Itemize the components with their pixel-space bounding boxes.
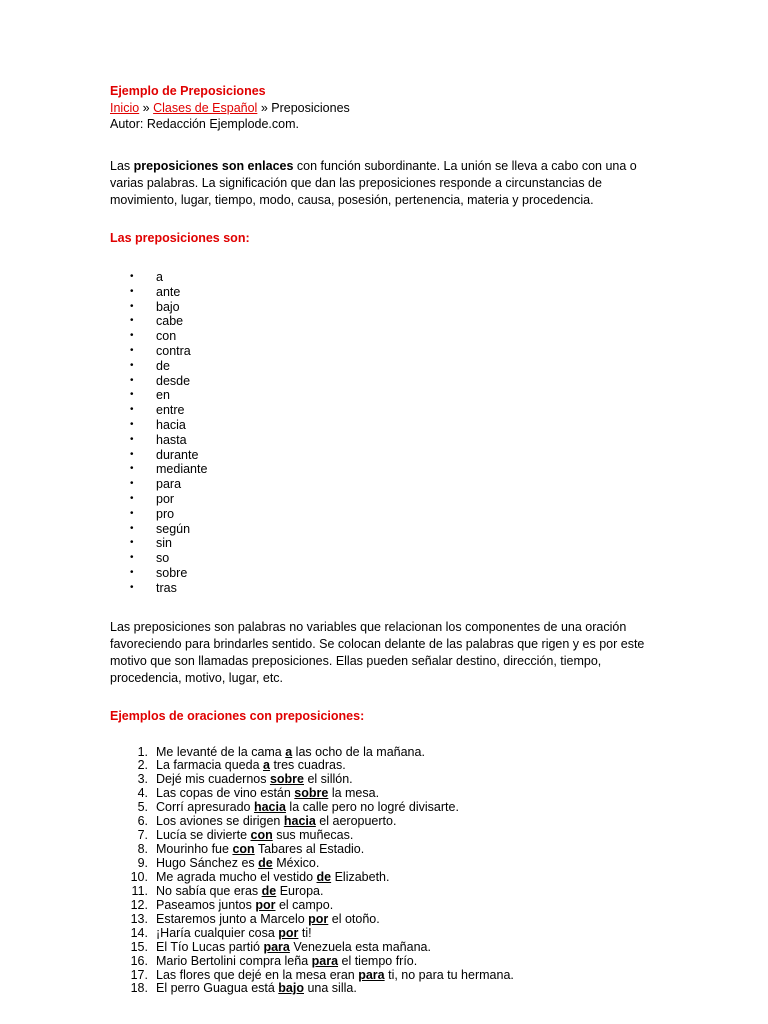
example-item: [110, 829, 670, 843]
example-number: 8.: [137, 842, 148, 857]
list-item: [110, 536, 670, 551]
example-item: [110, 899, 670, 913]
list-item: [110, 314, 670, 329]
example-text-before: Estaremos junto a Marcelo: [156, 911, 309, 926]
bullet-icon: •: [130, 463, 134, 475]
example-text-after: las ocho de la mañana.: [292, 744, 425, 759]
list-item: [110, 551, 670, 566]
example-text-before: Los aviones se dirigen: [156, 814, 284, 829]
example-item: [110, 969, 670, 983]
example-text-before: ¡Haría cualquier cosa: [156, 925, 279, 940]
example-preposition: con: [232, 842, 255, 857]
preposition-text: a: [156, 270, 163, 284]
example-number: 18.: [130, 981, 148, 996]
example-text-before: Dejé mis cuadernos: [156, 772, 270, 787]
list-item: [110, 448, 670, 463]
preposition-text: durante: [156, 447, 199, 462]
breadcrumb-section-link[interactable]: Clases de Español: [153, 101, 258, 115]
example-preposition: por: [255, 897, 276, 912]
preposition-text: de: [156, 358, 170, 373]
list-item: [110, 344, 670, 359]
bullet-icon: •: [130, 522, 134, 534]
example-item: [110, 941, 670, 955]
example-text-before: Corrí apresurado: [156, 800, 254, 815]
list-item: [110, 477, 670, 492]
list-item: [110, 566, 670, 581]
bullet-icon: •: [130, 552, 134, 564]
example-preposition: de: [258, 856, 273, 871]
example-text-after: el otoño.: [328, 911, 380, 926]
preposition-text: bajo: [156, 299, 180, 314]
example-text-before: Lucía se divierte: [156, 828, 251, 843]
example-text-after: ti!: [298, 925, 312, 940]
example-item: [110, 843, 670, 857]
example-text-after: la mesa.: [328, 786, 380, 801]
intro-paragraph: [110, 158, 670, 209]
example-text-after: Elizabeth.: [331, 869, 390, 884]
bullet-icon: •: [130, 404, 134, 416]
preposition-text: por: [156, 491, 175, 506]
bullet-icon: •: [130, 507, 134, 519]
example-text-before: La farmacia queda: [156, 758, 264, 773]
preposition-text: para: [156, 477, 182, 492]
example-text-after: el aeropuerto.: [315, 814, 397, 829]
example-number: 1.: [137, 744, 148, 759]
description-paragraph: Las preposiciones son palabras no variables que relacionan los componentes de una oración favoreciendo para brindarles sentido. Se colocan delante de las palabras que rigen y es por este motivo que son llamadas preposiciones. Ellas pueden señalar destino, dirección, tiempo, procedencia, motivo, lugar, etc.: [110, 619, 645, 685]
breadcrumb-current: Preposiciones: [271, 101, 350, 115]
document-page: [110, 83, 670, 996]
example-text-before: El perro Guagua está: [156, 981, 279, 996]
bullet-icon: •: [130, 330, 134, 342]
preposition-text: desde: [156, 373, 191, 388]
page-title: Ejemplo de Preposiciones: [110, 84, 266, 98]
example-text-before: Mourinho fue: [156, 842, 233, 857]
list-item: [110, 403, 670, 418]
example-preposition: a: [285, 744, 293, 759]
example-text-before: El Tío Lucas partió: [156, 939, 264, 954]
intro-lead: Las: [110, 159, 134, 173]
example-text-before: Paseamos juntos: [156, 897, 256, 912]
preposition-text: entre: [156, 403, 185, 418]
example-preposition: para: [263, 939, 290, 954]
preposition-text: ante: [156, 284, 181, 299]
example-number: 7.: [137, 828, 148, 843]
example-item: [110, 913, 670, 927]
list-item: [110, 359, 670, 374]
example-text-after: la calle pero no logré divisarte.: [285, 800, 459, 815]
example-preposition: por: [278, 925, 299, 940]
example-text-before: Me levanté de la cama: [156, 744, 286, 759]
list-item: [110, 388, 670, 403]
preposition-text: sin: [156, 536, 172, 551]
list-item: [110, 300, 670, 315]
preposition-text: en: [156, 388, 170, 403]
list-item: [110, 285, 670, 300]
bullet-icon: •: [130, 433, 134, 445]
example-number: 14.: [130, 925, 148, 940]
example-text-after: el sillón.: [304, 772, 353, 787]
list-item: [110, 433, 670, 448]
bullet-icon: •: [130, 315, 134, 327]
example-text-before: Mario Bertolini compra leña: [156, 953, 312, 968]
list-item: [110, 492, 670, 507]
example-item: [110, 801, 670, 815]
bullet-icon: •: [130, 374, 134, 386]
bullet-icon: •: [130, 271, 134, 282]
breadcrumb-separator: »: [142, 101, 150, 115]
example-number: 6.: [137, 814, 148, 829]
preposition-text: so: [156, 551, 170, 566]
intro-rest: con función subordinante. La unión se lleva a cabo con una o varias palabras. La significación que dan las preposiciones responde a circunstancias de movimiento, lugar, tiempo, modo, causa, posesión, pertenencia, materia y procedencia.: [110, 159, 637, 207]
example-preposition: para: [358, 967, 385, 982]
example-preposition: hacia: [253, 800, 286, 815]
example-number: 11.: [131, 883, 148, 898]
example-number: 15.: [130, 939, 148, 954]
example-item: [110, 885, 670, 899]
example-number: 16.: [130, 953, 148, 968]
example-text-after: sus muñecas.: [272, 828, 354, 843]
example-number: 2.: [137, 758, 148, 773]
example-number: 10.: [130, 869, 148, 884]
prepositions-list: [110, 270, 670, 596]
example-item: [110, 815, 670, 829]
list-item: [110, 507, 670, 522]
list-item: [110, 374, 670, 389]
example-preposition: a: [263, 758, 270, 773]
example-number: 17.: [130, 967, 148, 982]
list-item: [110, 418, 670, 433]
example-preposition: de: [316, 869, 332, 884]
preposition-text: hacia: [156, 417, 186, 432]
example-item: [110, 787, 670, 801]
example-item: [110, 773, 670, 787]
breadcrumb-home-link[interactable]: Inicio: [110, 101, 140, 115]
example-text-before: Las copas de vino están: [156, 786, 295, 801]
example-number: 13.: [130, 911, 148, 926]
bullet-icon: •: [130, 581, 134, 593]
example-preposition: para: [311, 953, 339, 968]
preposition-text: sobre: [156, 565, 188, 580]
examples-list: [110, 746, 670, 997]
examples-heading: Ejemplos de oraciones con preposiciones:: [110, 708, 365, 723]
example-text-after: ti, no para tu hermana.: [384, 967, 514, 982]
example-text-before: Hugo Sánchez es: [156, 856, 259, 871]
example-text-after: Tabares al Estadio.: [254, 842, 365, 857]
example-item: [110, 871, 670, 885]
example-item: [110, 927, 670, 941]
example-text-after: México.: [272, 856, 320, 871]
preposition-text: hasta: [156, 432, 187, 447]
example-item: [110, 746, 670, 760]
example-number: 5.: [137, 800, 148, 815]
example-preposition: bajo: [278, 981, 304, 996]
breadcrumb: [110, 100, 670, 116]
example-item: [110, 982, 670, 996]
example-text-after: tres cuadras.: [269, 758, 346, 773]
example-item: [110, 955, 670, 969]
list-item: [110, 581, 670, 596]
bullet-icon: •: [130, 285, 134, 297]
breadcrumb-separator: »: [260, 101, 268, 115]
bullet-icon: •: [130, 492, 134, 504]
bullet-icon: •: [130, 359, 134, 371]
example-item: [110, 857, 670, 871]
preposition-text: según: [156, 521, 191, 536]
preposition-text: contra: [156, 343, 191, 358]
example-preposition: por: [308, 911, 329, 926]
example-text-after: una silla.: [304, 981, 357, 996]
list-item: [110, 462, 670, 477]
preposition-text: con: [156, 329, 177, 344]
example-text-before: No sabía que eras: [156, 883, 262, 898]
preposition-text: cabe: [156, 314, 184, 329]
example-item: [110, 759, 670, 773]
bullet-icon: •: [130, 566, 134, 578]
example-preposition: con: [250, 828, 273, 843]
list-item: [110, 329, 670, 344]
example-preposition: hacia: [283, 814, 316, 829]
example-number: 12.: [130, 897, 148, 912]
intro-bold-term: preposiciones son enlaces: [133, 159, 294, 173]
example-text-after: el tiempo frío.: [338, 953, 418, 968]
example-preposition: sobre: [294, 786, 329, 801]
example-preposition: de: [261, 883, 277, 898]
bullet-icon: •: [130, 448, 134, 460]
list-item: [110, 270, 670, 285]
example-text-after: Venezuela esta mañana.: [289, 939, 431, 954]
preposition-text: pro: [156, 506, 175, 521]
bullet-icon: •: [130, 389, 134, 401]
preposition-text: mediante: [156, 462, 208, 477]
prepositions-heading: Las preposiciones son:: [110, 231, 250, 245]
author-line: Autor: Redacción Ejemplode.com.: [110, 117, 299, 131]
example-number: 4.: [137, 786, 148, 801]
bullet-icon: •: [130, 478, 134, 490]
preposition-text: tras: [156, 580, 177, 595]
example-number: 3.: [137, 772, 148, 787]
example-number: 9.: [137, 856, 148, 871]
bullet-icon: •: [130, 418, 134, 430]
bullet-icon: •: [130, 537, 134, 549]
example-text-after: el campo.: [275, 897, 334, 912]
example-preposition: sobre: [269, 772, 304, 787]
example-text-before: Las flores que dejé en la mesa eran: [156, 967, 359, 982]
bullet-icon: •: [130, 300, 134, 312]
list-item: [110, 522, 670, 537]
example-text-after: Europa.: [276, 883, 324, 898]
example-text-before: Me agrada mucho el vestido: [156, 869, 317, 884]
bullet-icon: •: [130, 344, 134, 356]
